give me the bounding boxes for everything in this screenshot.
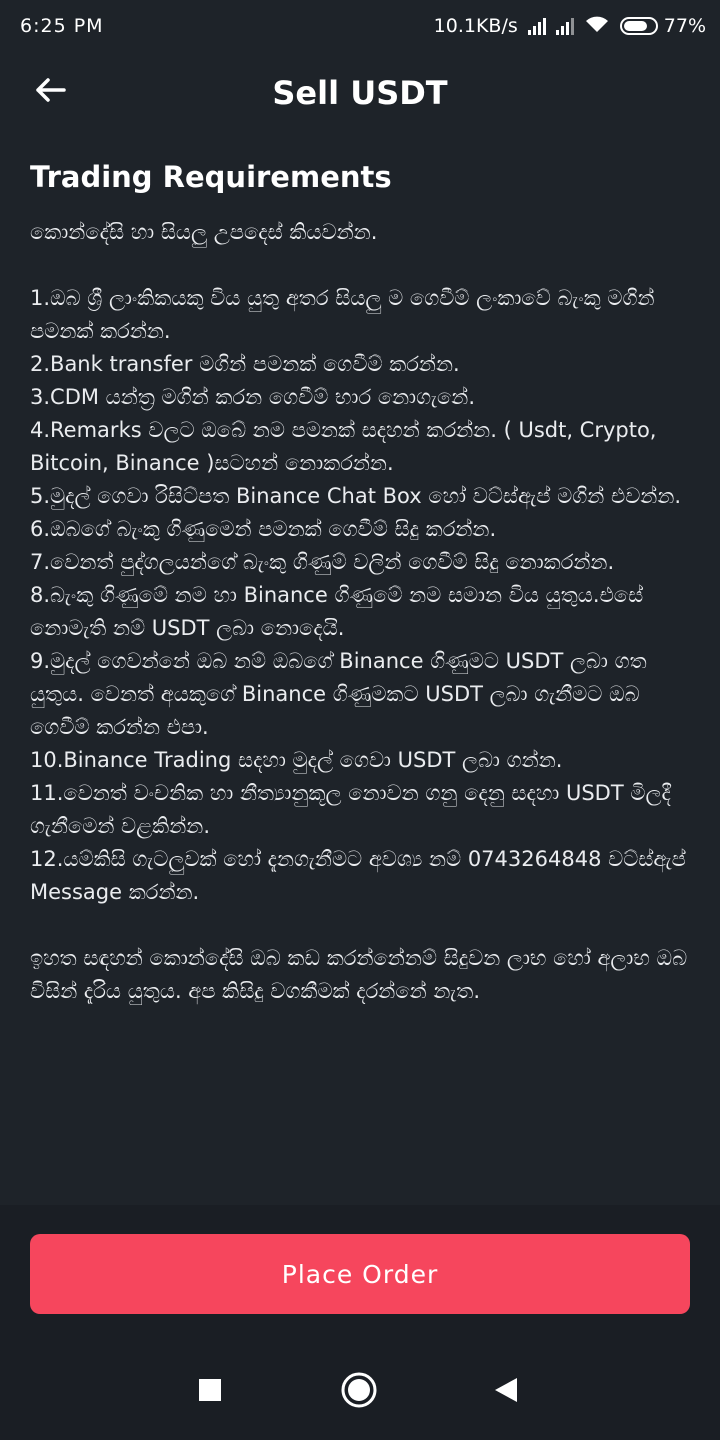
system-nav-bar: [0, 1338, 720, 1440]
battery-icon: [620, 17, 658, 35]
requirement-item: 7.වෙනත් පුද්ගලයන්ගේ බැංකු ගිණුම් වලින් ගෙවීම් සිදු නොකරන්න.: [30, 550, 615, 574]
intro-text: කොන්දේසි හා සියලු උපදෙස් කියවන්න.: [30, 220, 378, 244]
requirement-item: 4.Remarks වලට ඔබේ නම පමනක් සදහන් කරන්න. ( Usdt, Crypto, Bitcoin, Binance )සටහන් නොකරන්න.: [30, 418, 657, 475]
system-back-button[interactable]: [486, 1370, 526, 1410]
trading-requirements-content[interactable]: [30, 140, 690, 1200]
signal-icon: [528, 17, 546, 35]
requirement-item: 12.යම්කිසි ගැටලුවක් හෝ දැනගැනීමට අවශ්‍ය නම් 0743264848 වට්ස්ඇප් Message කරන්න.: [30, 847, 686, 904]
square-icon: [198, 1378, 222, 1402]
battery-level: [624, 21, 647, 31]
requirement-item: 10.Binance Trading සදහා මුදල් ගෙවා USDT ලබා ගන්න.: [30, 748, 563, 772]
triangle-back-icon: [493, 1376, 519, 1404]
battery-indicator: [620, 15, 706, 37]
requirement-item: 8.බැංකු ගිණුමේ නම හා Binance ගිණුමේ නම සමාන විය යුතුය.එසේ නොමැති නම් USDT ලබා නොදෙයි.: [30, 583, 644, 640]
requirement-item: 5.මුදල් ගෙවා රිසිට්පත Binance Chat Box හෝ වට්ස්ඇප් මගින් එවන්න.: [30, 484, 682, 508]
status-bar: [0, 0, 720, 52]
home-button[interactable]: [339, 1370, 379, 1410]
network-speed: 10.1KB/s: [433, 15, 518, 37]
battery-percent: 77%: [663, 15, 706, 37]
requirement-item: 3.CDM යන්ත්‍ර මගින් කරන ගෙවීම් භාර නොගැනේ.: [30, 385, 475, 409]
requirement-item: 2.Bank transfer මගින් පමනක් ගෙවීම් කරන්න.: [30, 352, 460, 376]
wifi-icon: [584, 14, 610, 39]
requirements-list: [30, 282, 690, 909]
page-title: Sell USDT: [272, 74, 448, 112]
disclaimer-text: ඉහත සඳහන් කොන්දේසි ඔබ කඩ කරන්නේනම් සිදුවන ලාභ හෝ අලාභ ඔබ විසින් දැරිය යුතුය. අප කිසිදු වගකීමක් දරන්නේ නැත.: [30, 946, 688, 1003]
footer: [0, 1205, 720, 1338]
signal-icon-2: [556, 17, 574, 35]
status-time: 6:25 PM: [20, 15, 104, 37]
requirement-item: 6.ඔබගේ බැංකු ගිණුමෙන් පමනක් ගෙවීම් සිදු කරන්න.: [30, 517, 497, 541]
app-header: [0, 52, 720, 140]
requirement-item: 1.ඔබ ශ්‍රී ලාංකිකයකු විය යුතු අතර සියලු ම ගෙවීම් ලංකාවේ බැංකු මගින් පමනක් කරන්න.: [30, 286, 655, 343]
section-title: Trading Requirements: [30, 160, 392, 194]
requirement-item: 11.වෙනත් වංචනික හා නීත්‍යානුකූල නොවන ගනු දෙනු සදහා USDT මිලදී ගැනීමෙන් වළකින්න.: [30, 781, 671, 838]
requirement-item: 9.මුදල් ගෙවන්නේ ඔබ නම් ඔබගේ Binance ගිණුමට USDT ලබා ගත යුතුය. වෙනත් අයකුගේ Binance ගිණුමකට USDT ලබා ගැනීමට ඔබ ගෙවීම් කරන්න එපා.: [30, 649, 647, 739]
status-icons: [434, 14, 706, 39]
circle-icon: [340, 1371, 378, 1409]
recent-apps-button[interactable]: [190, 1370, 230, 1410]
place-order-button[interactable]: Place Order: [30, 1234, 690, 1314]
